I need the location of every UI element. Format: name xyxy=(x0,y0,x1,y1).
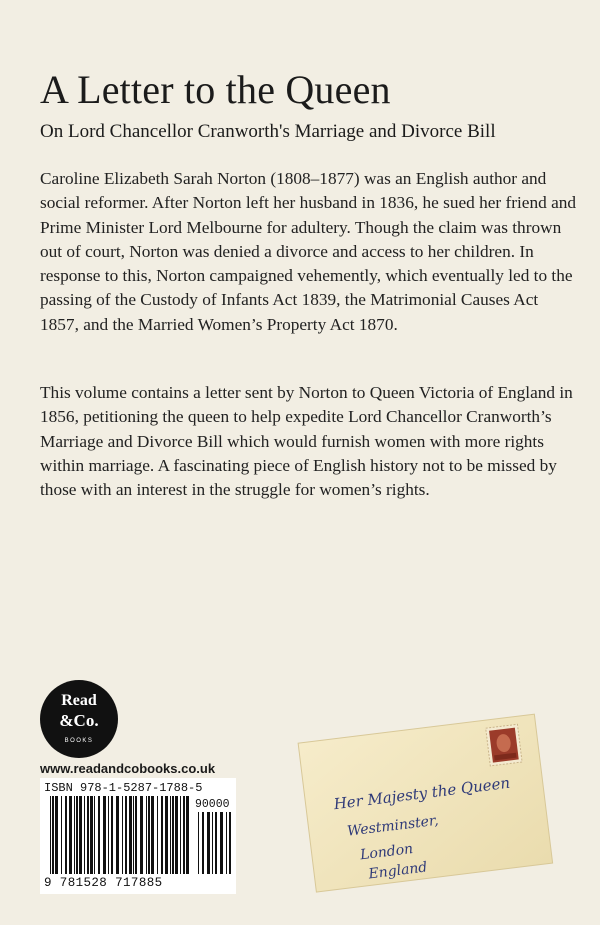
barcode-bar xyxy=(175,796,178,874)
barcode-bar xyxy=(198,812,199,874)
barcode-addon-number: 90000 xyxy=(195,798,230,811)
barcode-bar xyxy=(135,796,137,874)
barcode-bar xyxy=(229,812,231,874)
barcode-bar xyxy=(69,796,72,874)
barcode-bar xyxy=(108,796,109,874)
isbn-label: ISBN 978-1-5287-1788-5 xyxy=(44,781,203,795)
ean-digits: 9 781528 717885 xyxy=(44,876,163,890)
barcode-bar xyxy=(103,796,106,874)
barcode-bar xyxy=(133,796,134,874)
address-line-2: Westminster, xyxy=(346,812,440,840)
address-line-3: London xyxy=(359,841,414,864)
logo-line-books: BOOKS xyxy=(64,738,94,744)
barcode-bar xyxy=(151,796,154,874)
book-title: A Letter to the Queen xyxy=(40,67,391,112)
address-line-1: Her Majesty the Queen xyxy=(332,773,512,814)
barcode-bar xyxy=(84,796,85,874)
barcode-bar xyxy=(55,796,58,874)
description-paragraph-1: Caroline Elizabeth Sarah Norton (1808–1877) was an English author and social reformer. After Norton left her husband in 1836, he sued her friend and Prime Minister Lord Melbourne for adultery. Though the claim was thrown out of court, Norton was denied a divorce and access to her children. In response to this, Norton campaigned vehemently, which eventually led to the passing of the Custody of Infants Act 1839, the Matrimonial Causes Act 1857, and the Married Women’s Property Act 1870. xyxy=(40,169,577,334)
publisher-logo xyxy=(40,680,118,758)
barcode-bar xyxy=(170,796,171,874)
address-line-4: England xyxy=(367,859,429,883)
barcode-bar xyxy=(212,812,213,874)
barcode-bar xyxy=(220,812,223,874)
barcode-bar xyxy=(98,796,100,874)
logo-line-read: Read xyxy=(61,692,97,709)
isbn-barcode xyxy=(40,778,236,894)
barcode-bar xyxy=(146,796,147,874)
barcode-bar xyxy=(76,796,78,874)
barcode-bar xyxy=(157,796,158,874)
barcode-bar xyxy=(94,796,95,874)
logo-line-co: &Co. xyxy=(59,711,99,730)
barcode-bar xyxy=(50,796,51,874)
barcode-bar xyxy=(87,796,89,874)
barcode-bar xyxy=(207,812,210,874)
barcode-bar xyxy=(161,796,163,874)
barcode-bar xyxy=(79,796,82,874)
book-subtitle: On Lord Chancellor Cranworth's Marriage and Divorce Bill xyxy=(40,121,496,142)
barcode-bar xyxy=(215,812,217,874)
publisher-website[interactable]: www.readandcobooks.co.uk xyxy=(40,761,216,776)
barcode-bar xyxy=(172,796,174,874)
barcode-bar xyxy=(52,796,54,874)
envelope-illustration xyxy=(294,706,558,894)
barcode-bar xyxy=(186,796,189,874)
barcode-bar xyxy=(202,812,204,874)
barcode-bar xyxy=(74,796,75,874)
barcode-bar xyxy=(65,796,67,874)
barcode-bar xyxy=(125,796,127,874)
barcode-bar xyxy=(165,796,168,874)
barcode-bar xyxy=(226,812,227,874)
barcode-bar xyxy=(122,796,123,874)
barcode-bar xyxy=(183,796,185,874)
barcode-bar xyxy=(90,796,93,874)
barcode-bar xyxy=(148,796,150,874)
description-paragraph-2: This volume contains a letter sent by Norton to Queen Victoria of England in 1856, petitioning the queen to help expedite Lord Chancellor Cranworth’s Marriage and Divorce Bill which would furnish women with more rights within marriage. A fascinating piece of English history not to be missed by those with an interest in the struggle for women’s rights. xyxy=(40,383,573,500)
barcode-bar xyxy=(180,796,181,874)
barcode-bar xyxy=(129,796,132,874)
barcode-bars xyxy=(40,778,236,878)
postage-stamp-icon xyxy=(486,724,522,766)
barcode-bar xyxy=(140,796,143,874)
barcode-bar xyxy=(116,796,119,874)
barcode-bar xyxy=(111,796,113,874)
barcode-bar xyxy=(61,796,62,874)
